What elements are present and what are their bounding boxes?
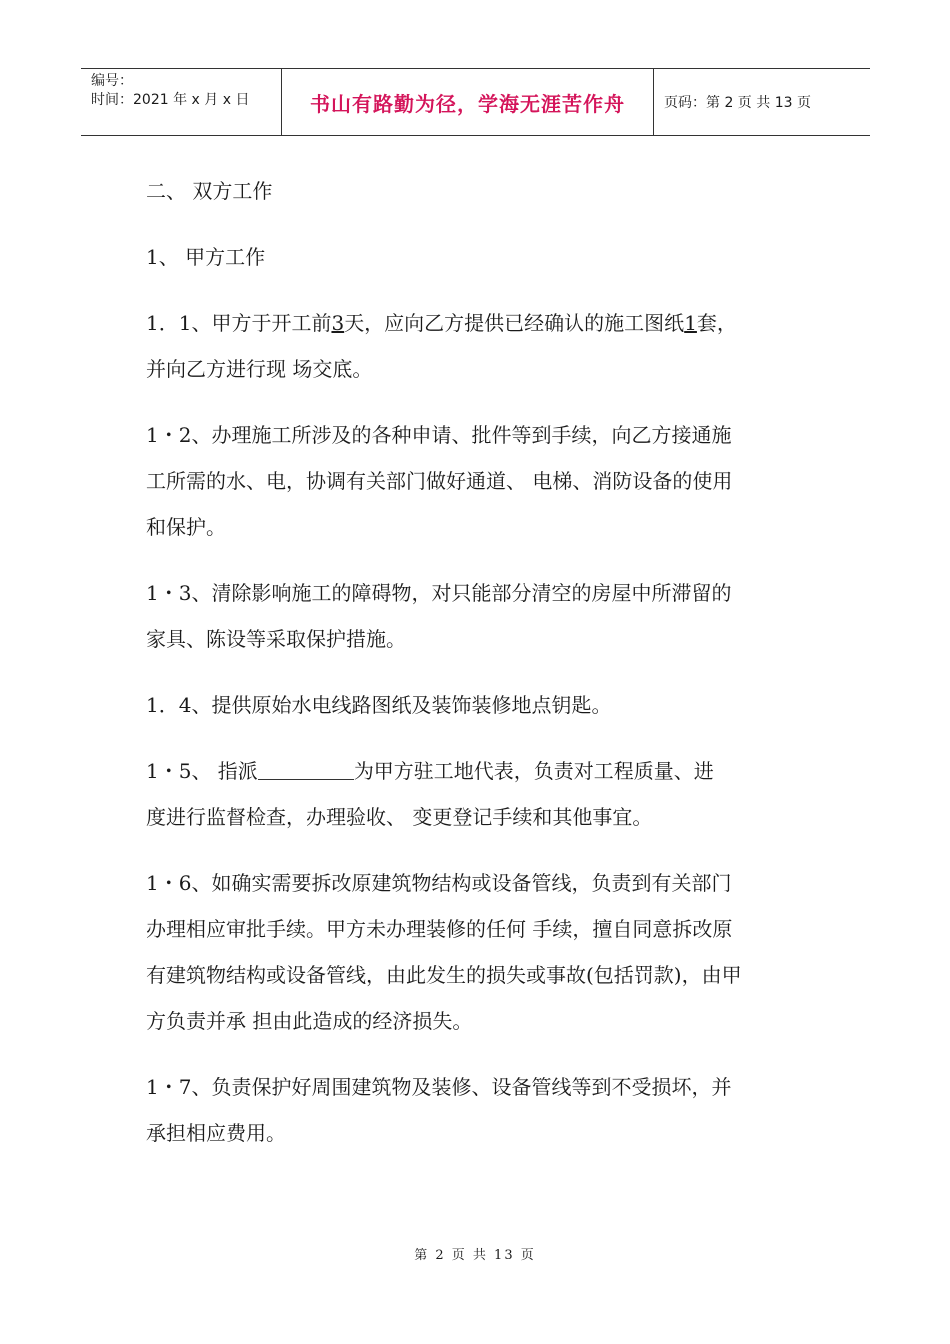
item-1-4: 1．4、提供原始水电线路图纸及装饰装修地点钥匙。 <box>146 693 612 717</box>
item-1-2: 1・2、办理施工所涉及的各种申请、批件等到手续，向乙方接通施 工所需的水、电，协调有关部门做好通道、 电梯、消防设备的使用 和保护。 <box>146 423 733 539</box>
sets-value: 1 <box>684 311 697 335</box>
item-1-5: 1・5、 指派 为甲方驻工地代表，负责对工程质量、进 度进行监督检查，办理验收、 变更登记手续和其他事宜。 <box>146 759 714 829</box>
subsection-title: 1、 甲方工作 <box>146 245 266 269</box>
page-footer: 第 2 页 共 13 页 <box>414 1248 536 1263</box>
item-1-6: 1・6、如确实需要拆改原建筑物结构或设备管线，负责到有关部门 办理相应审批手续。甲方未办理装修的任何 手续，擅自同意拆改原 有建筑物结构或设备管线，由此发生的损失或事故(包括罚款)，由甲 方负责并承 担由此造成的经济损失。 <box>146 871 742 1033</box>
motto: 书山有路勤为径，学海无涯苦作舟 <box>281 69 654 135</box>
time-label: 时间：2021 年 x 月 x 日 <box>91 92 250 108</box>
page-header <box>81 68 870 136</box>
document-body <box>146 168 806 1156</box>
header-info <box>81 69 281 135</box>
item-1-7: 1・7、负责保护好周围建筑物及装修、设备管线等到不受损坏，并 承担相应费用。 <box>146 1075 732 1145</box>
item-1-3: 1・3、清除影响施工的障碍物，对只能部分清空的房屋中所滞留的 家具、陈设等采取保护措施。 <box>146 581 732 651</box>
days-value: 3 <box>331 311 345 335</box>
item-1-1: 1．1、甲方于开工前3天，应向乙方提供已经确认的施工图纸1套， 并向乙方进行现 场交底。 <box>146 311 737 381</box>
number-label: 编号： <box>91 73 133 89</box>
representative-blank <box>258 759 354 780</box>
page-label: 页码：第 2 页 共 13 页 <box>664 95 811 111</box>
section-title: 二、 双方工作 <box>146 179 273 203</box>
